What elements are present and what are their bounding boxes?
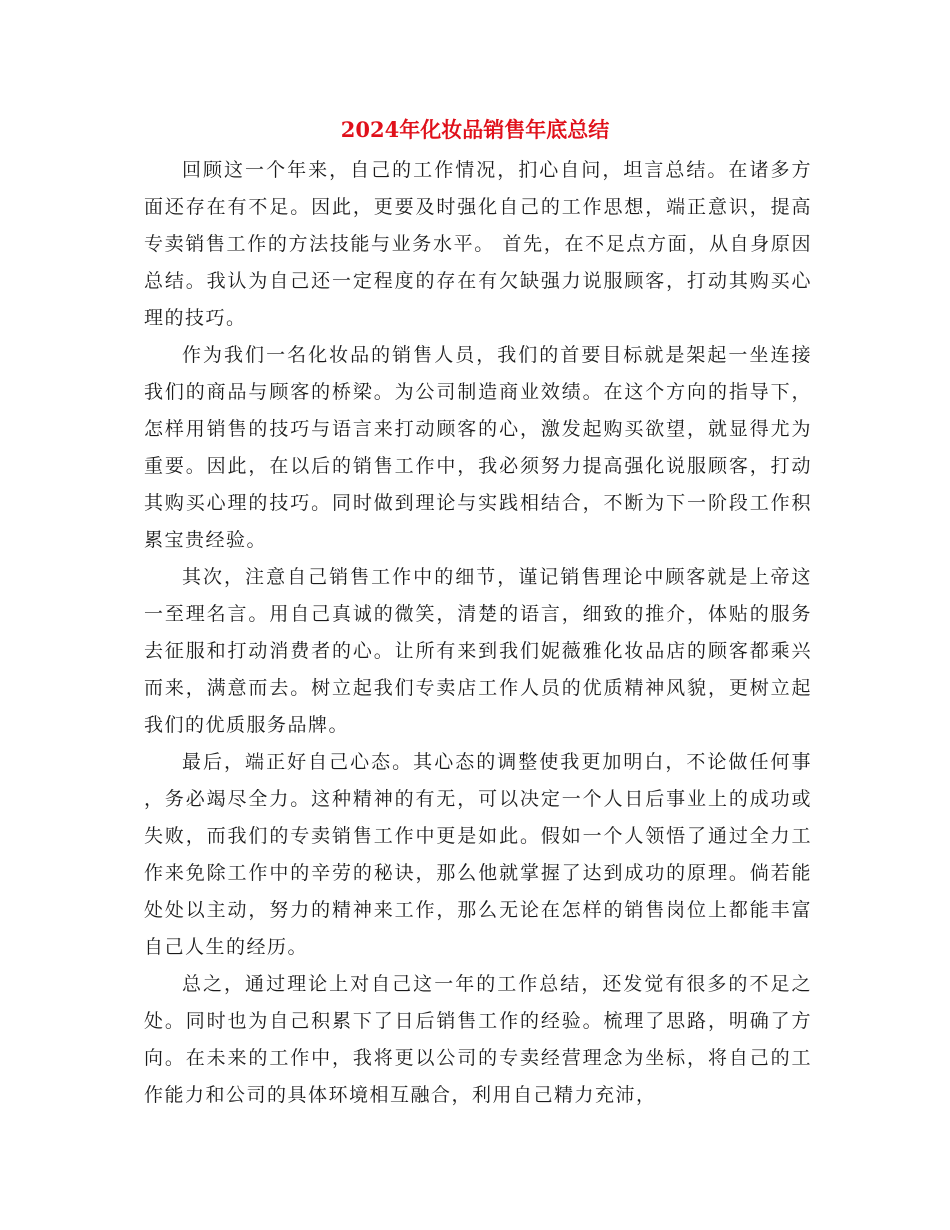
paragraph-review: 回顾这一个年来，自己的工作情况，扪心自问，坦言总结。在诸多方面还存在有不足。因此，更要及时强化自己的工作思想，端正意识，提高专卖销售工作的方法技能与业务水平。 首先，在不足点方面，从自身原因总结。我认为自己还一定程度的存在有欠缺强力说服顾客，打动其购买心理的技巧。 (144, 159, 812, 329)
paragraph-role: 作为我们一名化妆品的销售人员，我们的首要目标就是架起一坐连接我们的商品与顾客的桥梁。为公司制造商业效绩。在这个方向的指导下，怎样用销售的技巧与语言来打动顾客的心，激发起购买欲望，就显得尤为重要。因此，在以后的销售工作中，我必须努力提高强化说服顾客，打动其购买心理的技巧。同时做到理论与实践相结合，不断为下一阶段工作积累宝贵经验。 (144, 344, 812, 551)
document-title: 2024年化妆品销售年底总结 (340, 117, 610, 142)
paragraph-details: 其次，注意自己销售工作中的细节，谨记销售理论中顾客就是上帝这一至理名言。用自己真诚的微笑，清楚的语言，细致的推介，体贴的服务去征服和打动消费者的心。让所有来到我们妮薇雅化妆品店的顾客都乘兴而来，满意而去。树立起我们专卖店工作人员的优质精神风貌，更树立起我们的优质服务品牌。 (144, 566, 812, 736)
document-body (144, 152, 812, 1114)
paragraph-attitude: 最后，端正好自己心态。其心态的调整使我更加明白，不论做任何事，务必竭尽全力。这种精神的有无，可以决定一个人日后事业上的成功或失败，而我们的专卖销售工作中更是如此。假如一个人领悟了通过全力工作来免除工作中的辛劳的秘诀，那么他就掌握了达到成功的原理。倘若能处处以主动，努力的精神来工作，那么无论在怎样的销售岗位上都能丰富自己人生的经历。 (144, 751, 812, 958)
paragraph-conclusion: 总之，通过理论上对自己这一年的工作总结，还发觉有很多的不足之处。同时也为自己积累下了日后销售工作的经验。梳理了思路，明确了方向。在未来的工作中，我将更以公司的专卖经营理念为坐标，将自己的工作能力和公司的具体环境相互融合，利用自己精力充沛， (144, 973, 812, 1106)
